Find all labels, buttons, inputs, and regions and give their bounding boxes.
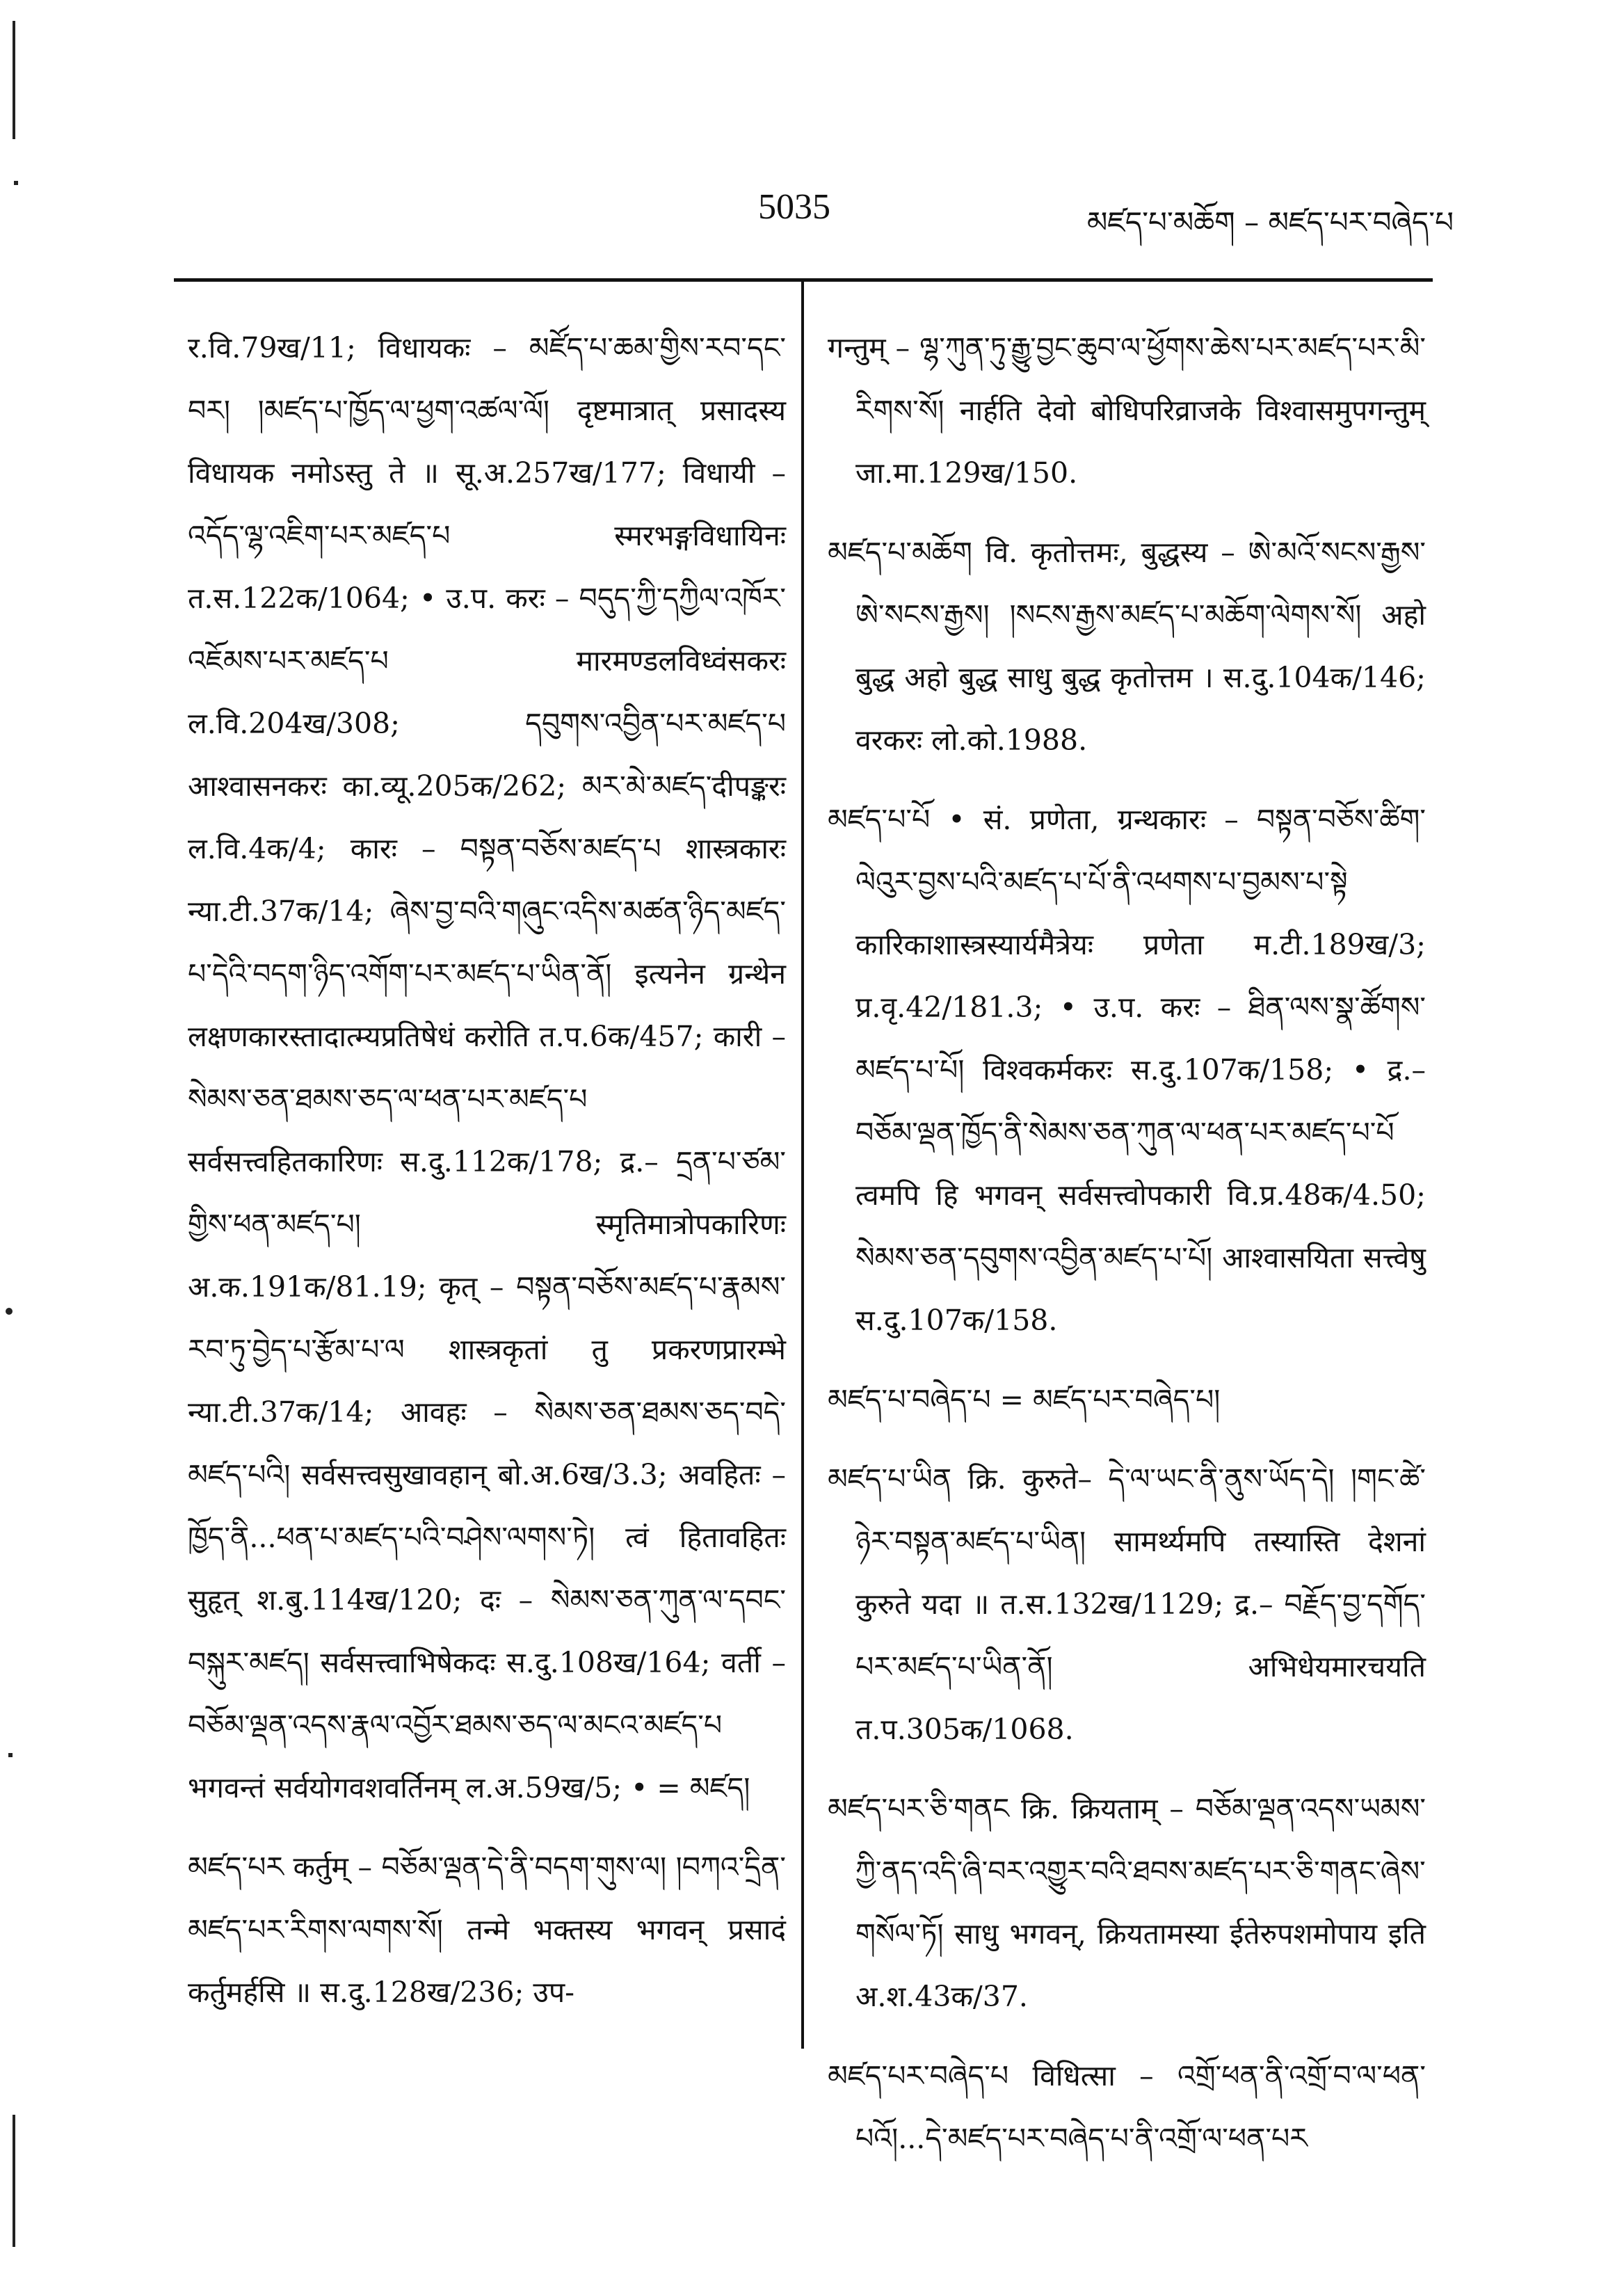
entry-paragraph: མཛད་པར कर्तुम् – བཅོམ་ལྡན་དེ་ནི་བདག་གུས་ལ། །བཀའ་དྲིན་མཛད་པར་རིགས་ལགས་སོ། तन्मे भक्तस्य भगवन् प्रसादं कर्तुमर्हसि ॥ स.दु.128ख/236; उप- [188,1850,786,2009]
entry-paragraph: མཛད་པ་ཡིན क्रि. कुरुते– དེ་ལ་ཡང་ནི་ནུས་ཡོད་དེ། །གང་ཚེ་ཉེར་བསྟན་མཛད་པ་ཡིན། सामर्थ्यमपि तस्यास्ति देशनां कुरुते यदा ॥ त.स.132ख/1129; द्र.– བརྗོད་བྱ་དགོད་པར་མཛད་པ་ཡིན་ནོ། अभिधेयमारचयति त.प.305क/1068. [828,1462,1426,1746]
entry-paragraph: མཛད་པར་ཅི་གནང क्रि. क्रियताम् – བཅོམ་ལྡན་འདས་ཡམས་ཀྱི་ནད་འདི་ཞི་བར་འགྱུར་བའི་ཐབས་མཛད་པར་ཅི་གནང་ཞེས་གསོལ་ཏོ། साधु भगवन्, क्रियतामस्या ईतेरुपशमोपाय इति अ.श.43क/37. [828,1792,1426,2013]
entry-paragraph: མཛད་པ་མཆོག वि. कृतोत्तमः, बुद्धस्य – ཨེ་མའོ་སངས་རྒྱས་ཨེ་སངས་རྒྱས། །སངས་རྒྱས་མཛད་པ་མཆོག་ལེགས་སོ། अहो बुद्ध अहो बुद्ध साधु बुद्ध कृतोत्तम । स.दु.104क/146; वरकरः लो.को.1988. [828,536,1426,757]
entry-paragraph: र.वि.79ख/11; विधायकः – མཛོད་པ་ཆམ་གྱིས་རབ་དང་བར། །མཛད་པ་ཁྱོད་ལ་ཕྱག་འཚལ་ལོ། दृष्टमात्रात् प्रसादस्य विधायक नमोऽस्तु ते ॥ सू.अ.257ख/177; विधायी – འདོད་ལྷ་འཇིག་པར་མཛད་པ स्मरभङ्गविधायिनः त.स.122क/1064; • उ.प. करः – བདུད་ཀྱི་དཀྱིལ་འཁོར་འཇོམས་པར་མཛད་པ मारमण्डलविध्वंसकरः ल.वि.204ख/308; དབུགས་འབྱིན་པར་མཛད་པ आश्वासनकरः का.व्यू.205क/262; མར་མེ་མཛད་दीपङ्करः ल.वि.4क/4; कारः – བསྟན་བཅོས་མཛད་པ शास्त्रकारः न्या.टी.37क/14; ཞེས་བྱ་བའི་གཞུང་འདིས་མཚན་ཉིད་མཛད་པ་དེའི་བདག་ཉིད་འགོག་པར་མཛད་པ་ཡིན་ནོ། इत्यनेन ग्रन्थेन लक्षणकारस्तादात्म्यप्रतिषेधं करोति त.प.6क/457; कारी – སེམས་ཅན་ཐམས་ཅད་ལ་ཕན་པར་མཛད་པ सर्वसत्त्वहितकारिणः स.दु.112क/178; द्र.– དྲན་པ་ཙམ་གྱིས་ཕན་མཛད་པ། स्मृतिमात्रोपकारिणः अ.क.191क/81.19; कृत् – བསྟན་བཅོས་མཛད་པ་རྣམས་རབ་ཏུ་བྱེད་པ་རྩོམ་པ་ལ शास्त्रकृतां तु प्रकरणप्रारम्भे न्या.टी.37क/14; आवहः – སེམས་ཅན་ཐམས་ཅད་བདེ་མཛད་པའི། सर्वसत्त्वसुखावहान् बो.अ.6ख/3.3; अवहितः – ཁྱོད་ནི...ཕན་པ་མཛད་པའི་བཤེས་ལགས་ཏེ། त्वं हितावहितः सुहृत् श.बु.114ख/120; दः – སེམས་ཅན་ཀུན་ལ་དབང་བསྐུར་མཛད། सर्वसत्त्वाभिषेकदः स.दु.108ख/164; वर्ती – བཅོམ་ལྡན་འདས་རྣལ་འབྱོར་ཐམས་ཅད་ལ་མངའ་མཛད་པ भगवन्तं सर्वयोगवशवर्तिनम् ल.अ.59ख/5; • = མཛད། [188,331,786,1804]
page-number: 5035 [758,187,830,227]
entry-paragraph: མཛད་པ་བཞེད་པ = མཛད་པར་བཞེད་པ། [828,1383,1221,1416]
entry-paragraph: गन्तुम् – ལྷ་ཀུན་ཏུ་རྒྱུ་བྱང་ཆུབ་ལ་ཕྱོགས་ཆེས་པར་མཛད་པར་མི་རིགས་སོ། नार्हति देवो बोधिपरिव्राजके विश्वासमुपगन्तुम् जा.मा.129ख/150. [828,331,1426,490]
binding-edge-line [13,2115,15,2247]
column-divider [801,282,804,2049]
left-column [188,317,786,2040]
entry-paragraph: མཛད་པ་པོ • सं. प्रणेता, ग्रन्थकारः – བསྟན་བཅོས་ཚིག་ལེའུར་བྱས་པའི་མཛད་པ་པོ་ནི་འཕགས་པ་བྱམས་པ་སྟེ कारिकाशास्त्रस्यार्यमैत्रेयः प्रणेता म.टी.189ख/3; प्र.वृ.42/181.3; • उ.प. करः – ཐིན་ལས་སྣ་ཚོགས་མཛད་པ་པོ། विश्वकर्मकरः स.दु.107क/158; • द्र.– བཅོམ་ལྡན་ཁྱོད་ནི་སེམས་ཅན་ཀུན་ལ་ཕན་པར་མཛད་པ་པོ त्वमपि हि भगवन् सर्वसत्त्वोपकारी वि.प्र.48क/4.50; སེམས་ཅན་དབུགས་འབྱིན་མཛད་པ་པོ། आश्वासयिता सत्त्वेषु स.दु.107क/158. [828,803,1426,1337]
margin-dot [14,181,18,185]
entry-paragraph: མཛད་པར་བཞེད་པ विधित्सा – འགྲོ་ཕན་ནི་འགྲོ་བ་ལ་ཕན་པའོ།...དེ་མཛད་པར་བཞེད་པ་ནི་འགྲོ་ལ་ཕན་པར [828,2059,1426,2155]
margin-dot [8,1753,13,1757]
running-head: མཛད་པ་མཆོག – མཛད་པར་བཞེད་པ [1086,205,1454,239]
margin-dot [6,1308,13,1315]
right-column [828,317,1426,2186]
binding-edge-line [13,21,15,139]
